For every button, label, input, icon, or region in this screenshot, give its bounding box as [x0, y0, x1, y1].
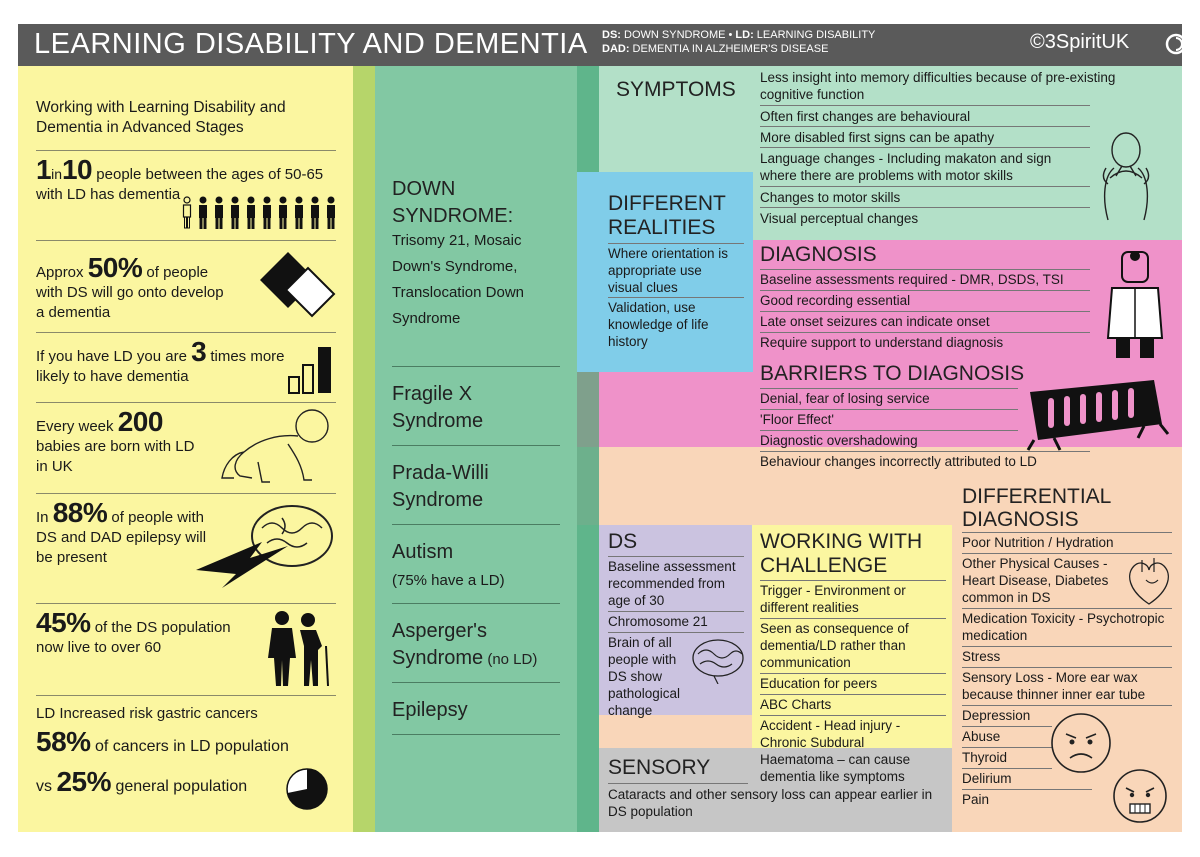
diagnosis-item: Late onset seizures can indicate onset	[760, 314, 990, 329]
doctor-icon	[1104, 244, 1166, 360]
challenge-item: Education for peers	[760, 676, 878, 691]
divider	[760, 673, 946, 674]
differential-item: Thyroid	[962, 750, 1008, 765]
stat-number: 10	[61, 154, 93, 185]
crawling-baby-icon	[218, 404, 334, 488]
divider	[962, 553, 1172, 554]
challenge-item: ABC Charts	[760, 697, 832, 712]
person-figure	[296, 197, 303, 204]
differential-item: Sensory Loss - More ear wax because thinner inner ear tube	[962, 670, 1146, 702]
divider	[962, 747, 1052, 748]
divider	[760, 715, 946, 716]
condition-prada-willi: Prada-Willi Syndrome	[392, 462, 489, 511]
divider	[608, 243, 744, 244]
divider	[760, 332, 1090, 333]
divider	[962, 667, 1172, 668]
person-figure	[280, 197, 287, 204]
bar-graph-icon	[288, 345, 334, 395]
condition-down-syndrome: DOWN SYNDROME:	[392, 178, 514, 227]
realities-item: Where orientation is appropriate use visual clues	[608, 246, 729, 295]
stat-200-babies	[36, 406, 206, 477]
differential-item: Abuse	[962, 729, 1001, 744]
divider	[608, 632, 744, 633]
divider	[36, 402, 336, 403]
symptom-item: Often first changes are behavioural	[760, 109, 971, 124]
person-figure	[312, 197, 319, 204]
condition-aspergers	[392, 618, 567, 673]
legend-key-ds: DS:	[602, 29, 621, 41]
diagnosis-item: Require support to understand diagnosis	[760, 335, 1004, 350]
half-square-icon	[256, 250, 336, 325]
stat-text: of the DS population now live to over 60	[36, 619, 231, 656]
header-bar	[18, 24, 1182, 66]
stat-58-percent	[36, 726, 336, 757]
sensory-text: Cataracts and other sensory loss can appear earlier in DS population	[608, 787, 933, 819]
challenge-title: WORKING WITH CHALLENGE	[760, 530, 923, 577]
differential-item: Depression	[962, 708, 1031, 723]
symptom-item: More disabled first signs can be apathy	[760, 130, 995, 145]
stat-gastric-line: LD Increased risk gastric cancers	[36, 705, 258, 722]
divider	[36, 150, 336, 151]
ds-item: Baseline assessment recommended from age of 30	[608, 559, 736, 608]
condition-aspergers-note: (no LD)	[483, 651, 538, 668]
ds-title: DS	[608, 530, 638, 553]
symptom-item: Less insight into memory difficulties because of pre-existing cognitive function	[760, 70, 1116, 102]
stat-number: 200	[117, 406, 163, 437]
condition-fragile-x: Fragile X Syndrome	[392, 383, 484, 432]
ds-item: Brain of all people with DS show pathological change	[608, 635, 681, 718]
stat-text: general population	[111, 778, 248, 795]
stat-text: times more likely to have dementia	[36, 348, 285, 385]
divider	[392, 524, 560, 525]
stat-50-percent	[36, 252, 236, 323]
divider	[608, 556, 744, 557]
legend-val-ds: DOWN SYNDROME •	[620, 29, 736, 41]
diagnosis-item: Good recording essential	[760, 293, 911, 308]
divider	[760, 311, 1090, 312]
stat-text: Approx	[36, 264, 88, 281]
divider	[760, 290, 1090, 291]
signing-person-icon	[1096, 128, 1156, 222]
legend-key-dad: DAD:	[602, 43, 630, 55]
legend-key-ld: LD:	[735, 29, 754, 41]
divider	[760, 269, 1090, 270]
accent-stripe	[353, 66, 375, 832]
people-icon	[182, 196, 342, 230]
condition-autism: Autism	[392, 541, 454, 563]
intro-text: Working with Learning Disability and Dementia in Advanced Stages	[36, 99, 286, 136]
challenge-item: Seen as consequence of dementia/LD rather than communication	[760, 621, 909, 670]
condition-down-syndrome-types: Trisomy 21, Mosaic Down's Syndrome, Translocation Down Syndrome	[392, 232, 525, 327]
divider	[760, 430, 1018, 431]
stat-text: vs	[36, 778, 57, 795]
divider	[392, 366, 560, 367]
person-figure	[248, 197, 255, 204]
stat-text: Every week	[36, 418, 118, 435]
accent-block	[577, 447, 599, 525]
divider	[608, 297, 744, 298]
symptoms-title: SYMPTOMS	[616, 78, 736, 101]
worried-face-icon	[1050, 712, 1112, 774]
divider	[36, 695, 336, 696]
barriers-title: BARRIERS TO DIAGNOSIS	[760, 362, 1025, 385]
barriers-item: Diagnostic overshadowing	[760, 433, 918, 448]
barriers-item: Denial, fear of losing service	[760, 391, 930, 406]
differential-item: Poor Nutrition / Hydration	[962, 535, 1114, 550]
accent-block	[577, 372, 599, 447]
abbreviation-legend	[602, 28, 875, 56]
divider	[392, 682, 560, 683]
divider	[760, 409, 1018, 410]
barrier-fence-icon	[1024, 372, 1174, 452]
sensory-title: SENSORY	[608, 756, 711, 779]
person-figure	[200, 197, 207, 204]
differential-item: Delirium	[962, 771, 1012, 786]
differential-item: Stress	[962, 649, 1001, 664]
divider	[760, 105, 1090, 106]
differential-title: DIFFERENTIAL DIAGNOSIS	[962, 485, 1111, 531]
pie-icon	[284, 766, 330, 812]
divider	[962, 646, 1172, 647]
divider	[36, 603, 336, 604]
stat-3-times	[36, 336, 296, 387]
barriers-item: 'Floor Effect'	[760, 412, 834, 427]
stat-45-percent	[36, 607, 236, 658]
brain-icon	[690, 636, 746, 684]
divider	[962, 768, 1052, 769]
stat-text: of cancers in LD population	[90, 738, 289, 755]
brand-swirl-icon	[1164, 32, 1188, 56]
stat-number: 88%	[52, 497, 108, 528]
divider	[392, 734, 560, 735]
stat-text: In	[36, 509, 53, 526]
stat-88-percent	[36, 497, 216, 568]
diagnosis-title: DIAGNOSIS	[760, 243, 877, 266]
stat-text: of people with DS will go onto develop a dementia	[36, 264, 224, 321]
divider	[962, 532, 1172, 533]
divider	[760, 207, 1090, 208]
divider	[760, 126, 1090, 127]
symptom-item: Language changes - Including makaton and sign where there are problems with motor skills	[760, 151, 1052, 183]
divider	[36, 240, 336, 241]
heart-icon	[1124, 556, 1174, 608]
challenge-item: Trigger - Environment or different realities	[760, 583, 906, 615]
person-figure	[232, 197, 239, 204]
differential-item: Other Physical Causes - Heart Disease, Diabetes common in DS	[962, 556, 1109, 605]
diagnosis-item: Baseline assessments required - DMR, DSDS, TSI	[760, 272, 1064, 287]
person-figure	[216, 197, 223, 204]
divider	[962, 705, 1172, 706]
person-figure	[328, 197, 335, 204]
legend-val-ld: LEARNING DISABILITY	[753, 29, 876, 41]
stat-text: If you have LD you are	[36, 348, 192, 365]
divider	[760, 147, 1090, 148]
divider	[962, 608, 1172, 609]
divider	[36, 493, 336, 494]
condition-autism-note: (75% have a LD)	[392, 572, 505, 589]
person-figure	[264, 197, 271, 204]
divider	[760, 186, 1090, 187]
realities-title: DIFFERENT REALITIES	[608, 192, 726, 239]
stat-number: 50%	[87, 252, 143, 283]
divider	[760, 388, 1018, 389]
divider	[392, 603, 560, 604]
brain-lightning-icon	[192, 498, 337, 593]
stat-number: 45%	[36, 607, 91, 638]
stat-text: people between the ages of 50-65 with LD has dementia	[36, 166, 324, 203]
realities-item: Validation, use knowledge of life history	[608, 300, 709, 349]
divider	[392, 445, 560, 446]
divider	[36, 332, 336, 333]
differential-item: Pain	[962, 792, 990, 807]
symptom-item: Changes to motor skills	[760, 190, 901, 205]
stat-number: 3	[191, 336, 207, 367]
legend-val-dad: DEMENTIA IN ALZHEIMER'S DISEASE	[629, 43, 829, 55]
stat-in: in	[51, 166, 62, 182]
divider	[760, 618, 946, 619]
divider	[760, 694, 946, 695]
stat-text: of people with DS and DAD epilepsy will be present	[36, 509, 207, 566]
symptom-item: Visual perceptual changes	[760, 211, 919, 226]
divider	[962, 789, 1092, 790]
stat-number: 1	[36, 154, 52, 185]
divider	[760, 580, 946, 581]
challenge-item: Accident - Head injury - Chronic Subdural Haematoma – can cause dementia like symptoms	[760, 718, 911, 784]
stat-number: 25%	[56, 766, 111, 797]
condition-epilepsy: Epilepsy	[392, 699, 468, 721]
brand-logo: ©3SpiritUK	[1030, 31, 1130, 53]
divider	[962, 726, 1052, 727]
page-title: LEARNING DISABILITY AND DEMENTIA	[34, 28, 588, 60]
elderly-couple-icon	[262, 608, 336, 688]
stat-text: babies are born with LD in UK	[36, 438, 195, 475]
divider	[608, 783, 748, 784]
stat-number: 58%	[36, 726, 91, 757]
divider	[608, 611, 744, 612]
pained-face-icon	[1112, 768, 1168, 824]
differential-item: Medication Toxicity - Psychotropic medication	[962, 611, 1165, 643]
condition-aspergers-label: Asperger's Syndrome	[392, 620, 487, 669]
ds-item: Chromosome 21	[608, 614, 708, 629]
barriers-item: Behaviour changes incorrectly attributed to LD	[760, 454, 1037, 469]
